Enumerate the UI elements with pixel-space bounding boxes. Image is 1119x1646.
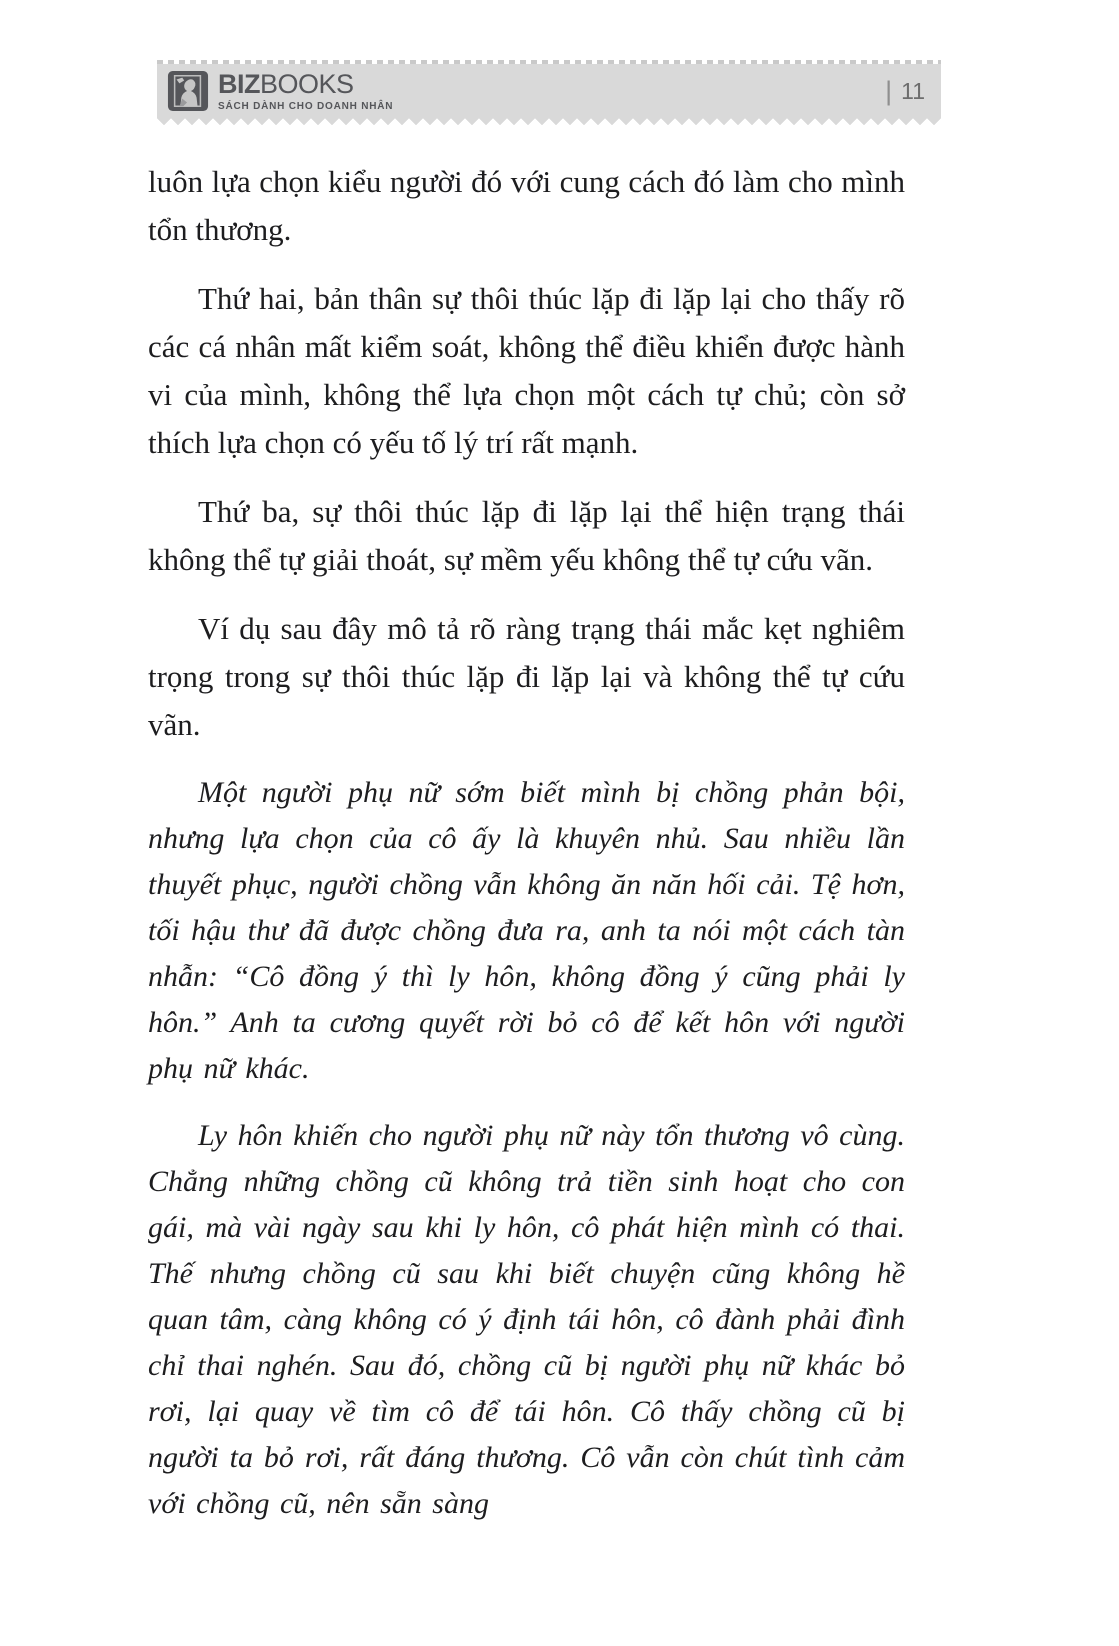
- paragraph-6-example: Ly hôn khiến cho người phụ nữ này tổn thương vô cùng. Chẳng những chồng cũ không trả tiền sinh hoạt cho con gái, mà vài ngày sau khi ly hôn, cô phát hiện mình có thai. Thế nhưng chồng cũ sau khi biết chuyện cũng không hề quan tâm, càng không có ý định tái hôn, cô đành phải đình chỉ thai nghén. Sau đó, chồng cũ bị người phụ nữ khác bỏ rơi, lại quay về tìm cô để tái hôn. Cô thấy chồng cũ bị người ta bỏ rơi, rất đáng thương. Cô vẫn còn chút tình cảm với chồng cũ, nên sẵn sàng: [148, 1119, 905, 1520]
- bizbooks-logo-icon: [167, 70, 209, 112]
- paragraph-1: luôn lựa chọn kiểu người đó với cung cách đó làm cho mình tổn thương.: [148, 164, 905, 247]
- paragraph-3: Thứ ba, sự thôi thúc lặp đi lặp lại thể hiện trạng thái không thể tự giải thoát, sự mềm yếu không thể tự cứu vãn.: [148, 494, 905, 577]
- logo-title-biz: BIZ: [218, 68, 260, 99]
- paragraph-5-example: Một người phụ nữ sớm biết mình bị chồng phản bội, nhưng lựa chọn của cô ấy là khuyên nhủ. Sau nhiều lần thuyết phục, người chồng vẫn không ăn năn hối cải. Tệ hơn, tối hậu thư đã được chồng đưa ra, anh ta nói một cách tàn nhẫn: “Cô đồng ý thì ly hôn, không đồng ý cũng phải ly hôn.” Anh ta cương quyết rời bỏ cô để kết hôn với người phụ nữ khác.: [148, 776, 905, 1085]
- logo-text: [218, 68, 394, 112]
- header-bar: [157, 64, 941, 118]
- logo-title: [218, 68, 393, 99]
- page-number: [885, 75, 925, 106]
- header-perforated-edge: [157, 118, 941, 125]
- paragraph-2: Thứ hai, bản thân sự thôi thúc lặp đi lặp lại cho thấy rõ các cá nhân mất kiểm soát, không thể điều khiển được hành vi của mình, không thể lựa chọn một cách tự chủ; còn sở thích lựa chọn có yếu tố lý trí rất mạnh.: [148, 281, 905, 460]
- logo-subtitle: SÁCH DÀNH CHO DOANH NHÂN: [218, 100, 394, 112]
- logo-title-books: BOOKS: [260, 68, 354, 99]
- paragraph-4: Ví dụ sau đây mô tả rõ ràng trạng thái mắc kẹt nghiêm trọng trong sự thôi thúc lặp đi lặp lại và không thể tự cứu vãn.: [148, 611, 905, 742]
- page-number-separator: |: [885, 75, 893, 106]
- page-header: [157, 60, 941, 125]
- page-number-value: 11: [901, 77, 925, 104]
- page-content: [148, 158, 905, 1548]
- publisher-logo: [167, 70, 393, 112]
